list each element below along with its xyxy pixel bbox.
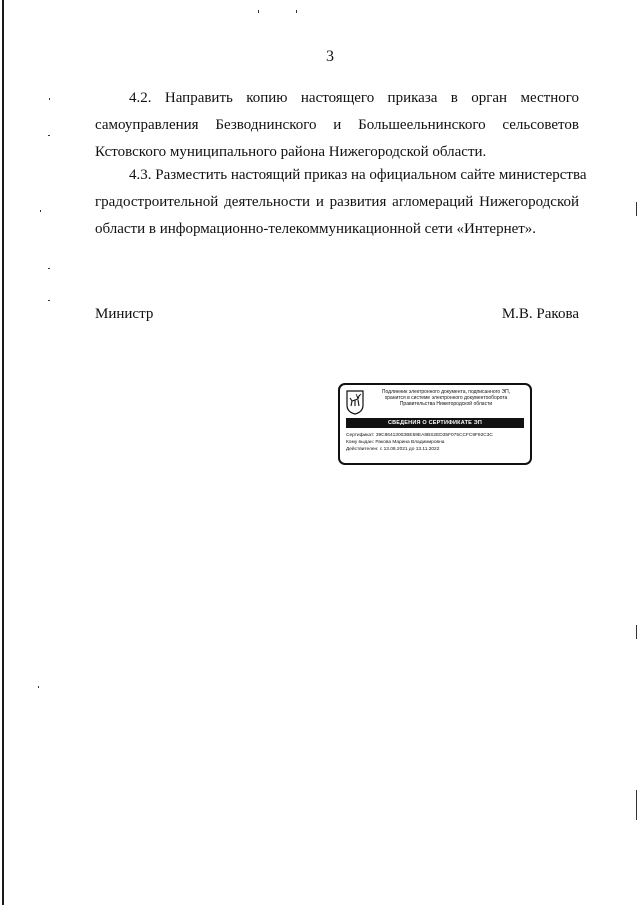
stamp-certificate-details <box>346 432 526 453</box>
scan-artifact <box>636 625 637 639</box>
scan-artifact <box>48 268 50 269</box>
certificate-owner: Кому выдан: Ракова Марина Владимировна <box>346 440 445 445</box>
scan-artifact <box>49 98 50 100</box>
stamp-header-line: хранится в системе электронного документооборота <box>384 395 508 402</box>
paragraph-4-3 <box>95 162 587 243</box>
paragraph-line: области в информационно-телекоммуникационной сети «Интернет». <box>95 221 537 237</box>
paragraph-line: 4.2. Направить копию настоящего приказа в орган местного <box>129 90 579 106</box>
stamp-header-line: Подлинник электронного документа, подписанного ЭП, <box>381 389 511 395</box>
scan-artifact <box>38 686 39 688</box>
scan-edge-line <box>2 0 4 905</box>
stamp-header-line: Правительства Нижегородской области <box>399 401 493 408</box>
scan-artifact <box>40 210 41 212</box>
signatory-name: М.В. Ракова <box>501 306 579 322</box>
paragraph-line: градостроительной деятельности и развития агломераций Нижегородской <box>95 194 579 210</box>
stamp-header <box>366 389 526 408</box>
scan-artifact <box>636 790 637 820</box>
scan-artifact <box>48 135 50 136</box>
scan-artifact <box>258 10 259 13</box>
scan-artifact <box>296 10 297 13</box>
paragraph-line: Кстовского муниципального района Нижегородской области. <box>95 144 487 160</box>
certificate-serial: Сертификат: 39С8641300ЗВЕ59ЕА8ВS2ED35F075CCFC9F92C3C <box>346 433 493 438</box>
signatory-position: Министр <box>95 306 154 322</box>
page-number: 3 <box>326 48 334 65</box>
electronic-signature-stamp <box>338 383 532 465</box>
scan-artifact <box>636 202 637 216</box>
paragraph-4-2 <box>95 85 579 166</box>
scan-artifact <box>48 300 50 301</box>
paragraph-line: самоуправления Безводнинского и Большеельнинского сельсоветов <box>95 117 579 133</box>
signature-block <box>95 306 579 323</box>
nizhny-novgorod-deer-emblem-icon <box>346 390 364 415</box>
certificate-validity: Действителен: с 13.08.2021 до 13.11.2022 <box>346 447 440 452</box>
paragraph-line: 4.3. Разместить настоящий приказ на официальном сайте министерства <box>129 167 587 183</box>
stamp-certificate-title: СВЕДЕНИЯ О СЕРТИФИКАТЕ ЭП <box>346 418 524 428</box>
